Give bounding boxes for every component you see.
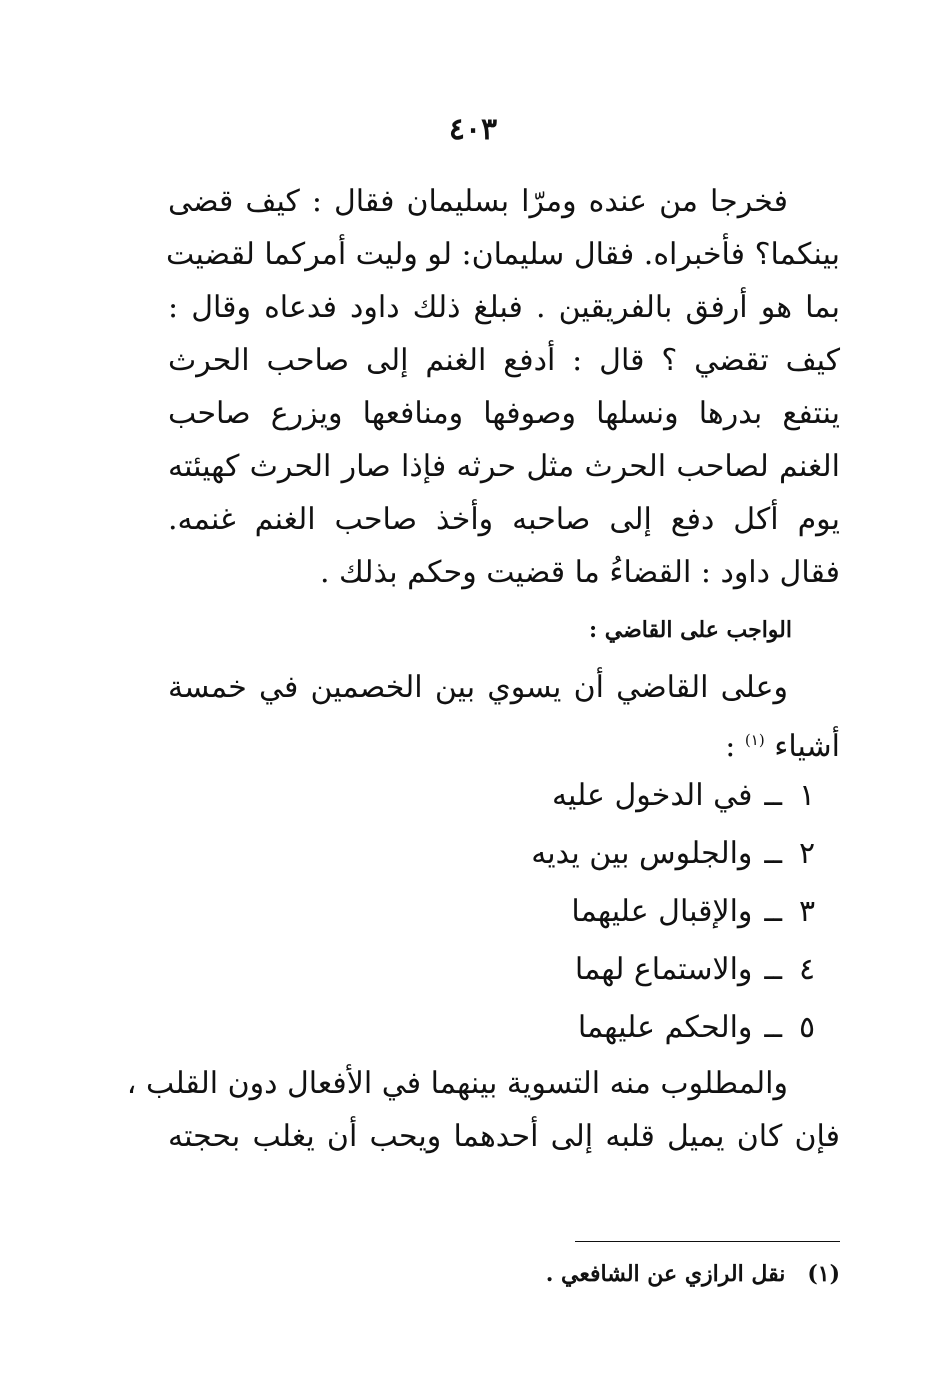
section-heading: الواجب على القاضي : (588, 617, 792, 643)
paragraph-line: بينكما؟ فأخبراه. فقال سليمان: لو وليت أمركما لقضيت (166, 237, 840, 272)
list-item-dash: ــ (764, 778, 782, 813)
paragraph-line: الغنم لصاحب الحرث مثل حرثه فإذا صار الحرث كهيئته (168, 449, 840, 484)
paragraph-line: فإن كان يميل قلبه إلى أحدهما ويحب أن يغلب بحجته (168, 1119, 840, 1154)
paragraph-line: وعلى القاضي أن يسوي بين الخصمين في خمسة (168, 670, 788, 705)
list-item-text: والإقبال عليهما (571, 894, 753, 929)
list-item-number: ٣ (798, 894, 816, 929)
list-item (168, 999, 840, 1057)
paragraph-line (168, 714, 840, 767)
footnote-divider (575, 1241, 840, 1242)
paragraph-line: فخرجا من عنده ومرّا بسليمان فقال : كيف قضى (168, 184, 788, 219)
list-item-text: والاستماع لهما (574, 952, 753, 987)
paragraph-text: أشياء (774, 729, 840, 764)
page-number: ٤٠٣ (448, 112, 498, 147)
list-item-text: والحكم عليهما (577, 1010, 753, 1045)
list-item (168, 941, 840, 999)
paragraph-line: بما هو أرفق بالفريقين . فبلغ ذلك داود فدعاه وقال : (168, 290, 840, 325)
list-item-dash: ــ (764, 1010, 782, 1045)
paragraph-line: فقال داود : القضاءُ ما قضيت وحكم بذلك . (319, 555, 840, 590)
list-item (168, 767, 840, 825)
footnote (168, 1254, 840, 1294)
list-item-dash: ــ (764, 894, 782, 929)
list-item-dash: ــ (764, 952, 782, 987)
list-item (168, 883, 840, 941)
list-item-text: في الدخول عليه (551, 778, 753, 813)
list-item-dash: ــ (764, 836, 782, 871)
paragraph-line: يوم أكل دفع إلى صاحبه وأخذ صاحب الغنم غنمه. (168, 502, 840, 537)
list-item-number: ١ (798, 778, 816, 813)
footnote-number: (١) (807, 1261, 840, 1287)
footnote-text: نقل الرازي عن الشافعي . (545, 1261, 786, 1287)
body-text (126, 175, 840, 1163)
footnote-reference: (١) (744, 731, 765, 749)
list-item-number: ٥ (798, 1010, 816, 1045)
paragraph-line: ينتفع بدرها ونسلها وصوفها ومنافعها ويزرع صاحب (168, 396, 840, 431)
numbered-list (168, 767, 840, 1057)
paragraph-text: : (725, 729, 745, 764)
list-item-number: ٤ (798, 952, 816, 987)
list-item (168, 825, 840, 883)
paragraph-line: والمطلوب منه التسوية بينهما في الأفعال دون القلب ، (126, 1066, 788, 1101)
list-item-text: والجلوس بين يديه (531, 836, 753, 871)
paragraph-line: كيف تقضي ؟ قال : أدفع الغنم إلى صاحب الحرث (168, 343, 840, 378)
list-item-number: ٢ (798, 836, 816, 871)
